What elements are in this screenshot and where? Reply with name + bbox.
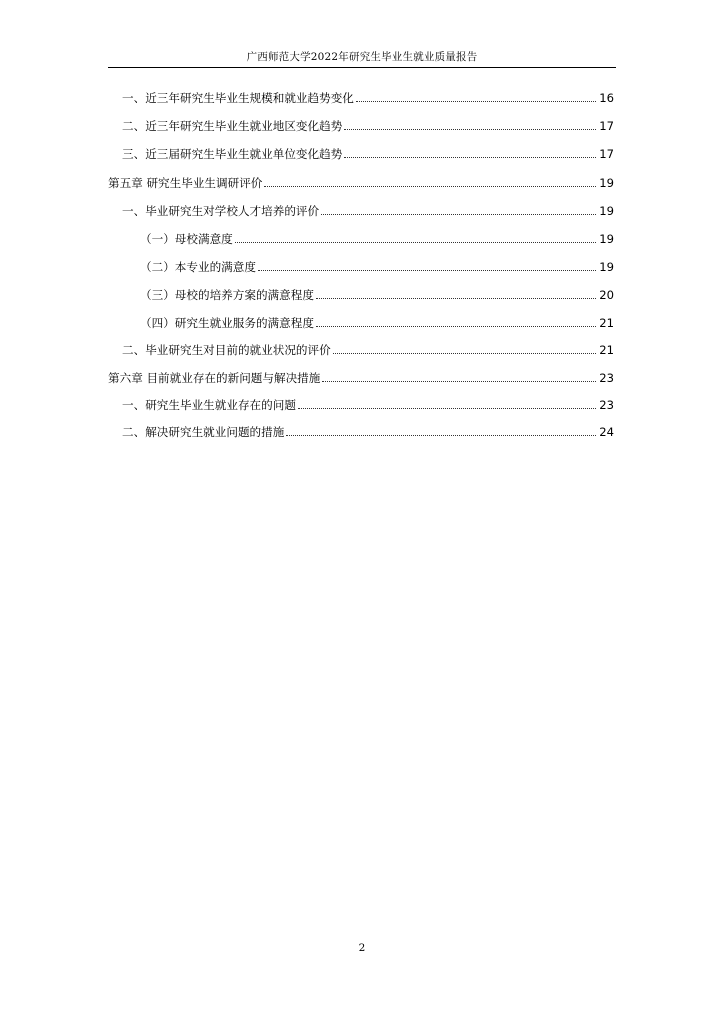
toc-entry[interactable] (108, 366, 614, 386)
toc-entry-title: （一）母校满意度 (140, 232, 233, 246)
toc-entry[interactable] (122, 114, 614, 134)
toc-entry-title: 第五章 研究生毕业生调研评价 (108, 176, 263, 190)
toc-entry-page: 23 (599, 371, 614, 385)
toc-leader-dots (235, 242, 596, 243)
toc-entry-title: 二、毕业研究生对目前的就业状况的评价 (122, 343, 331, 357)
toc-entry-page: 21 (599, 343, 614, 357)
toc-entry-page: 19 (599, 232, 614, 246)
toc-leader-dots (333, 353, 597, 354)
toc-entry-page: 21 (599, 316, 614, 330)
toc-leader-dots (316, 298, 596, 299)
toc-entry-title: （四）研究生就业服务的满意程度 (140, 316, 314, 330)
toc-leader-dots (316, 326, 596, 327)
toc-leader-dots (356, 101, 596, 102)
toc-entry[interactable] (140, 255, 614, 275)
toc-entry-page: 19 (599, 260, 614, 274)
toc-entry-page: 16 (599, 91, 614, 105)
toc-entry[interactable] (122, 86, 614, 106)
toc-entry[interactable] (122, 142, 614, 162)
toc-entry[interactable] (122, 338, 614, 358)
toc-entry-title: 一、毕业研究生对学校人才培养的评价 (122, 204, 320, 218)
toc-entry-title: （三）母校的培养方案的满意程度 (140, 288, 314, 302)
toc-entry-page: 23 (599, 398, 614, 412)
toc-leader-dots (258, 270, 596, 271)
page-number: 2 (358, 942, 366, 954)
toc-entry-title: 一、研究生毕业生就业存在的问题 (122, 398, 296, 412)
toc-entry-page: 19 (599, 204, 614, 218)
running-header: 广西师范大学2022年研究生毕业生就业质量报告 (246, 51, 478, 63)
toc-entry[interactable] (108, 171, 614, 191)
toc-entry-title: （二）本专业的满意度 (140, 260, 256, 274)
toc-leader-dots (344, 157, 596, 158)
toc-leader-dots (322, 381, 596, 382)
toc-leader-dots (321, 214, 596, 215)
toc-entry-title: 二、近三年研究生毕业生就业地区变化趋势 (122, 119, 343, 133)
toc-entry-title: 二、解决研究生就业问题的措施 (122, 425, 285, 439)
toc-entry[interactable] (122, 393, 614, 413)
toc-leader-dots (344, 129, 596, 130)
toc-entry-title: 第六章 目前就业存在的新问题与解决措施 (108, 371, 321, 385)
toc-entry[interactable] (122, 199, 614, 219)
header-rule (108, 67, 616, 68)
toc-entry[interactable] (140, 227, 614, 247)
toc-entry-page: 17 (599, 147, 614, 161)
toc-entry-page: 17 (599, 119, 614, 133)
toc-entry[interactable] (140, 283, 614, 303)
toc-entry-page: 20 (599, 288, 614, 302)
toc-entry-title: 三、近三届研究生毕业生就业单位变化趋势 (122, 147, 343, 161)
toc-entry-page: 24 (599, 425, 614, 439)
toc-leader-dots (286, 435, 596, 436)
toc-entry-title: 一、近三年研究生毕业生规模和就业趋势变化 (122, 91, 354, 105)
toc-entry[interactable] (140, 311, 614, 331)
toc-leader-dots (264, 186, 596, 187)
toc-entry-page: 19 (599, 176, 614, 190)
toc-entry[interactable] (122, 420, 614, 440)
toc-leader-dots (298, 408, 596, 409)
